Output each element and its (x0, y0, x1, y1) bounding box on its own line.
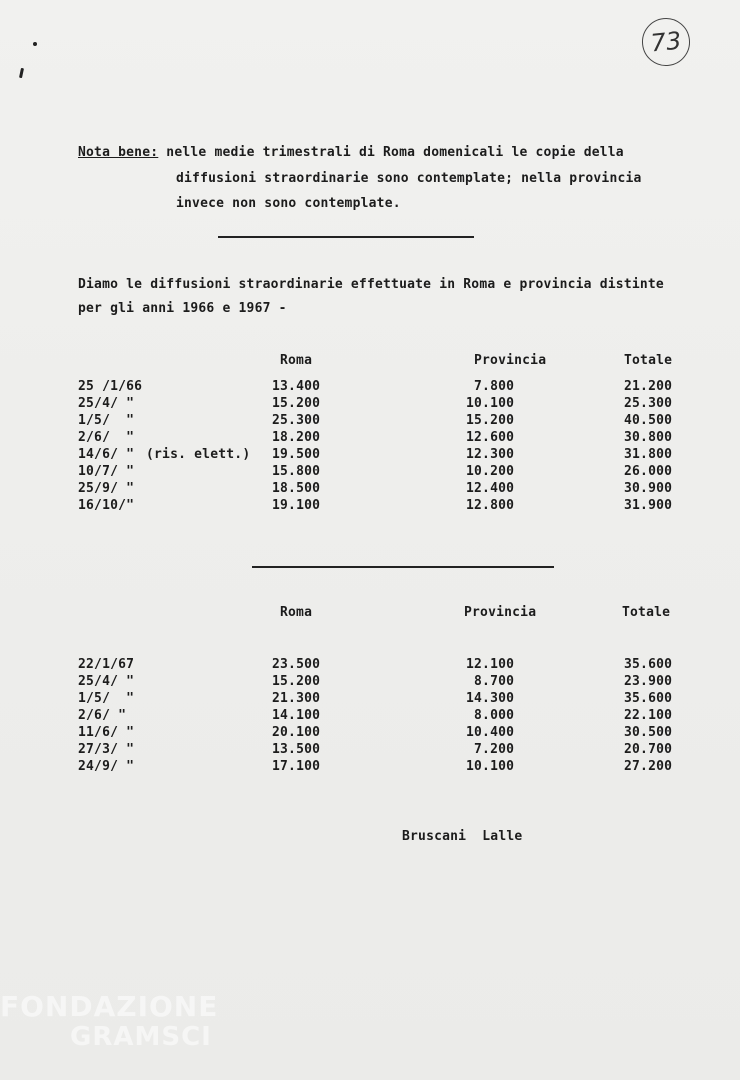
nota-line-3: invece non sono contemplate. (176, 196, 401, 211)
date-cell: 2/6/ " (78, 708, 127, 723)
table-row (0, 429, 740, 446)
roma-cell: 15.800 (272, 464, 321, 479)
date-cell: 2/6/ " (78, 430, 135, 445)
totale-cell: 35.600 (624, 691, 673, 706)
provincia-cell: 10.100 (466, 759, 515, 774)
totale-cell: 31.900 (624, 498, 673, 513)
totale-cell: 31.800 (624, 447, 673, 462)
table-row (0, 690, 740, 707)
page-number: 73 (640, 16, 693, 69)
table-header (0, 604, 740, 621)
roma-cell: 13.400 (272, 379, 321, 394)
provincia-cell: 14.300 (466, 691, 515, 706)
header-roma: Roma (280, 353, 313, 368)
totale-cell: 21.200 (624, 379, 673, 394)
intro-line-2: per gli anni 1966 e 1967 - (78, 301, 287, 316)
table-row (0, 395, 740, 412)
roma-cell: 17.100 (272, 759, 321, 774)
totale-cell: 25.300 (624, 396, 673, 411)
totale-cell: 22.100 (624, 708, 673, 723)
roma-cell: 15.200 (272, 674, 321, 689)
table-row (0, 673, 740, 690)
date-cell: 25 /1/66 (78, 379, 143, 394)
table-row (0, 480, 740, 497)
totale-cell: 30.900 (624, 481, 673, 496)
watermark-line-2: GRAMSCI (70, 1022, 212, 1052)
totale-cell: 30.800 (624, 430, 673, 445)
date-cell: 11/6/ " (78, 725, 135, 740)
table-row (0, 656, 740, 673)
divider-1 (218, 236, 474, 238)
provincia-cell: 12.600 (466, 430, 515, 445)
roma-cell: 21.300 (272, 691, 321, 706)
watermark-line-1: FONDAZIONE (0, 990, 219, 1023)
header-provincia: Provincia (474, 353, 547, 368)
table-row (0, 412, 740, 429)
archive-watermark (0, 992, 218, 1052)
provincia-cell: 8.000 (466, 708, 515, 723)
roma-cell: 13.500 (272, 742, 321, 757)
provincia-cell: 7.200 (466, 742, 515, 757)
table-row (0, 378, 740, 395)
header-provincia: Provincia (464, 605, 537, 620)
table-row (0, 463, 740, 480)
roma-cell: 19.100 (272, 498, 321, 513)
roma-cell: 18.500 (272, 481, 321, 496)
date-cell: 22/1/67 (78, 657, 135, 672)
header-roma: Roma (280, 605, 313, 620)
provincia-cell: 12.800 (466, 498, 515, 513)
table-row (0, 741, 740, 758)
header-totale: Totale (622, 605, 671, 620)
provincia-cell: 12.100 (466, 657, 515, 672)
totale-cell: 40.500 (624, 413, 673, 428)
date-cell: 10/7/ " (78, 464, 135, 479)
date-cell: 25/4/ " (78, 396, 135, 411)
divider-2 (252, 566, 554, 568)
roma-cell: 20.100 (272, 725, 321, 740)
roma-cell: 19.500 (272, 447, 321, 462)
roma-cell: 25.300 (272, 413, 321, 428)
date-cell: 24/9/ " (78, 759, 135, 774)
provincia-cell: 12.400 (466, 481, 515, 496)
table-row (0, 497, 740, 514)
roma-cell: 18.200 (272, 430, 321, 445)
totale-cell: 35.600 (624, 657, 673, 672)
totale-cell: 27.200 (624, 759, 673, 774)
nota-text-1: nelle medie trimestrali di Roma domenicali le copie della (158, 145, 624, 160)
provincia-cell: 10.400 (466, 725, 515, 740)
totale-cell: 20.700 (624, 742, 673, 757)
table-row (0, 707, 740, 724)
provincia-cell: 10.200 (466, 464, 515, 479)
ink-speck (19, 68, 24, 78)
table-row (0, 724, 740, 741)
intro-line-1: Diamo le diffusioni straordinarie effettuate in Roma e provincia distinte (78, 277, 664, 292)
note-cell: (ris. elett.) (146, 447, 251, 462)
signature: Bruscani Lalle (402, 829, 523, 844)
date-cell: 16/10/" (78, 498, 135, 513)
totale-cell: 30.500 (624, 725, 673, 740)
header-totale: Totale (624, 353, 673, 368)
table-row (0, 758, 740, 775)
date-cell: 25/4/ " (78, 674, 135, 689)
date-cell: 14/6/ " (78, 447, 135, 462)
provincia-cell: 8.700 (466, 674, 515, 689)
roma-cell: 14.100 (272, 708, 321, 723)
table-1967 (0, 604, 740, 784)
totale-cell: 26.000 (624, 464, 673, 479)
date-cell: 25/9/ " (78, 481, 135, 496)
provincia-cell: 7.800 (466, 379, 515, 394)
provincia-cell: 12.300 (466, 447, 515, 462)
table-header (0, 352, 740, 369)
table-1966 (0, 352, 740, 532)
date-cell: 1/5/ " (78, 413, 135, 428)
date-cell: 1/5/ " (78, 691, 135, 706)
nota-line-2: diffusioni straordinarie sono contemplate; nella provincia (176, 171, 642, 186)
provincia-cell: 10.100 (466, 396, 515, 411)
table-row (0, 446, 740, 463)
nota-line-1 (78, 144, 624, 161)
provincia-cell: 15.200 (466, 413, 515, 428)
totale-cell: 23.900 (624, 674, 673, 689)
roma-cell: 15.200 (272, 396, 321, 411)
date-cell: 27/3/ " (78, 742, 135, 757)
nota-label: Nota bene: (78, 145, 159, 160)
ink-speck (33, 42, 37, 46)
roma-cell: 23.500 (272, 657, 321, 672)
